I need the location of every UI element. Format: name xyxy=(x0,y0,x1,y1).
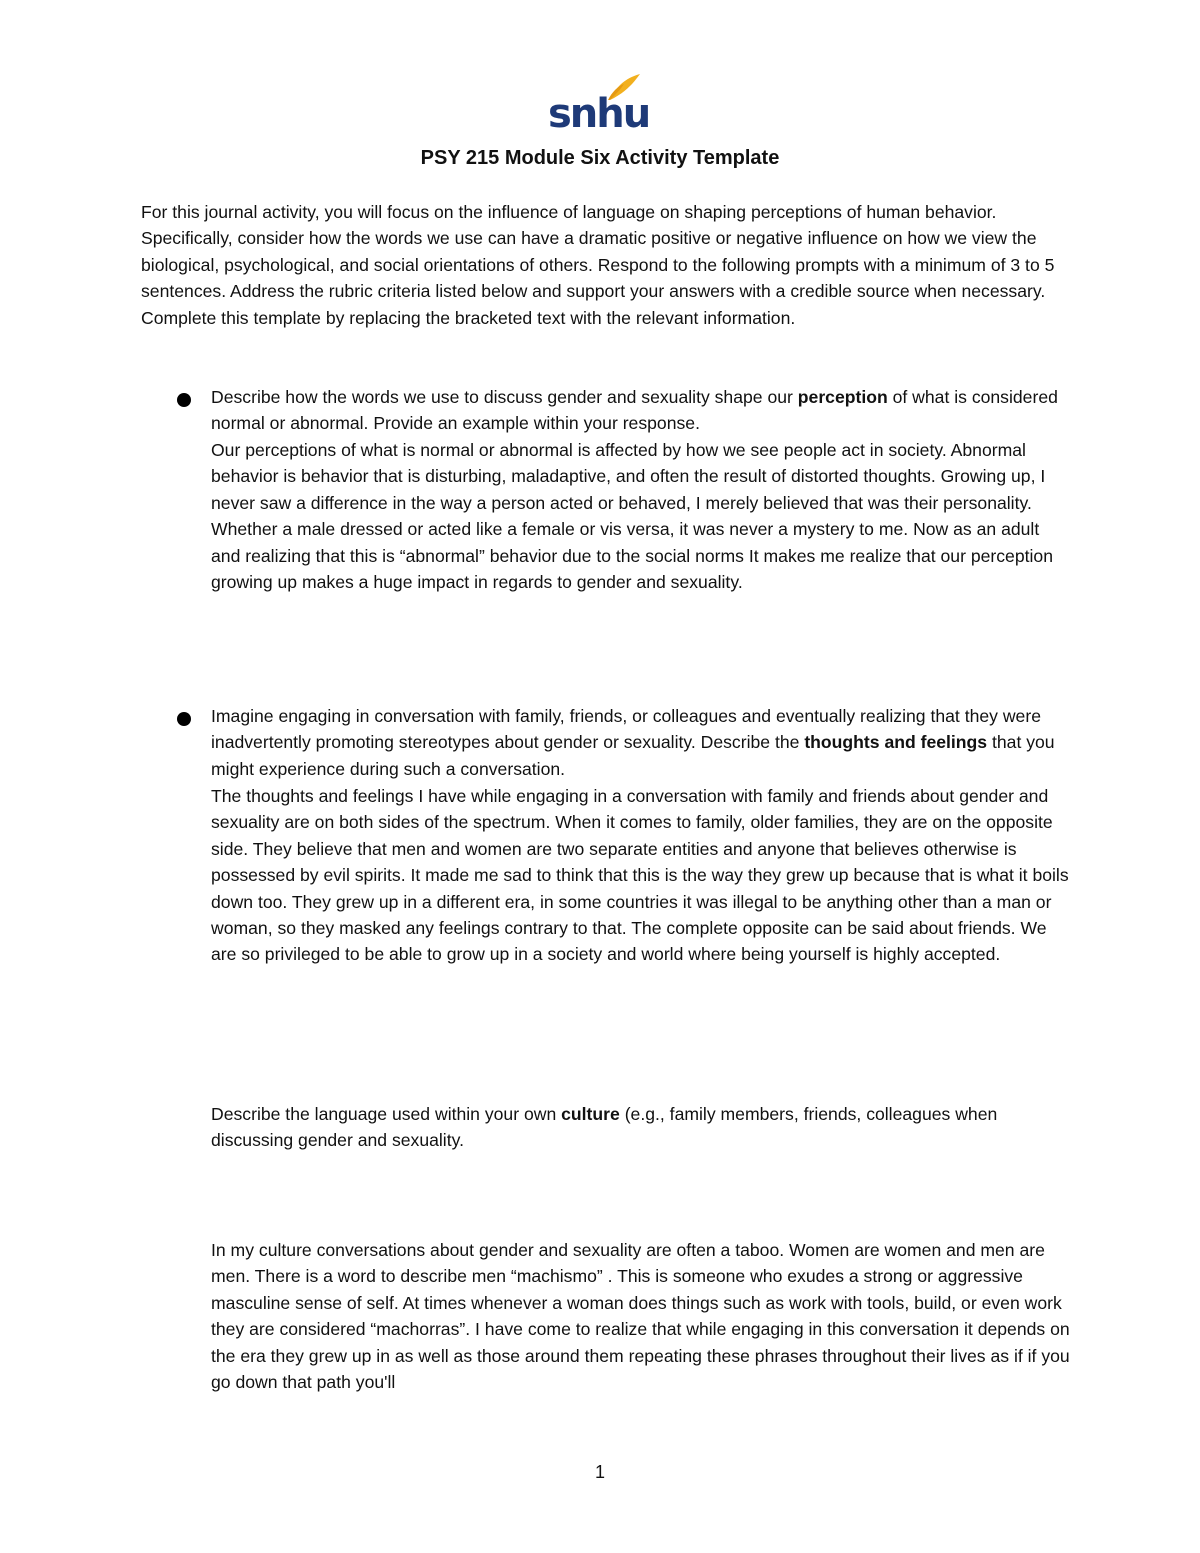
logo-wordmark: snhu xyxy=(548,91,650,137)
prompt-2: Imagine engaging in conversation with family, friends, or colleagues and eventually realizing that they were inadvertently promoting stereotypes about gender or sexuality. Describe the thoughts and feelings that you might experience during such a conversation. xyxy=(211,706,1055,779)
prompt-2-keyword: thoughts and feelings xyxy=(804,732,988,753)
intro-paragraph: For this journal activity, you will focus on the influence of language on shaping perceptions of human behavior. Specifically, consider how the words we use can have a dramatic positive or negative influence on how we view the biological, psychological, and social orientations of others. Respond to the following prompts with a minimum of 3 to 5 sentences. Address the rubric criteria listed below and support your answers with a credible source when necessary. Complete this template by replacing the bracketed text with the relevant information. xyxy=(141,202,1055,328)
answer-2: The thoughts and feelings I have while engaging in a conversation with family and friends about gender and sexuality are on both sides of the spectrum. When it comes to family, older families, they are on the opposite side. They believe that men and women are two separate entities and anyone that believes otherwise is possessed by evil spirits. It made me sad to think that this is the way they grew up because that is what it boils down too. They grew up in a different era, in some countries it was illegal to be anything other than a man or woman, so they masked any feelings contrary to that. The complete opposite can be said about friends. We are so privileged to be able to grow up in a society and world where being yourself is highly accepted. xyxy=(211,786,1069,965)
answer-1: Our perceptions of what is normal or abnormal is affected by how we see people act in society. Abnormal behavior is behavior that is disturbing, maladaptive, and often the result of distorted thoughts. Growing up, I never saw a difference in the way a person acted or behaved, I merely believed that was their personality. Whether a male dressed or acted like a female or vis versa, it was never a mystery to me. Now as an adult and realizing that this is “abnormal” behavior due to the social norms It makes me realize that our perception growing up makes a huge impact in regards to gender and sexuality. xyxy=(211,440,1053,593)
answer-3: In my culture conversations about gender and sexuality are often a taboo. Women are women and men are men. There is a word to describe men “machismo” . This is someone who exudes a strong or aggressive masculine sense of self. At times whenever a woman does things such as work with tools, build, or even work they are considered “machorras”. I have come to realize that while engaging in this conversation it depends on the era they grew up in as well as those around them repeating these phrases throughout their lives as if if you go down that path you'll xyxy=(211,1240,1070,1393)
prompt-3-keyword: culture xyxy=(561,1104,620,1124)
page-number: 1 xyxy=(594,1462,605,1482)
page-title: PSY 215 Module Six Activity Template xyxy=(420,147,780,169)
prompt-1-keyword: perception xyxy=(797,387,888,407)
bullet-icon xyxy=(177,393,191,407)
snhu-logo xyxy=(548,72,648,138)
prompt-1: Describe how the words we use to discuss gender and sexuality shape our perception of what is considered normal or abnormal. Provide an example within your response. xyxy=(211,387,1058,434)
bullet-icon xyxy=(177,712,191,726)
prompt-3: Describe the language used within your own culture (e.g., family members, friends, colleagues when discussing gender and sexuality. xyxy=(211,1104,998,1151)
